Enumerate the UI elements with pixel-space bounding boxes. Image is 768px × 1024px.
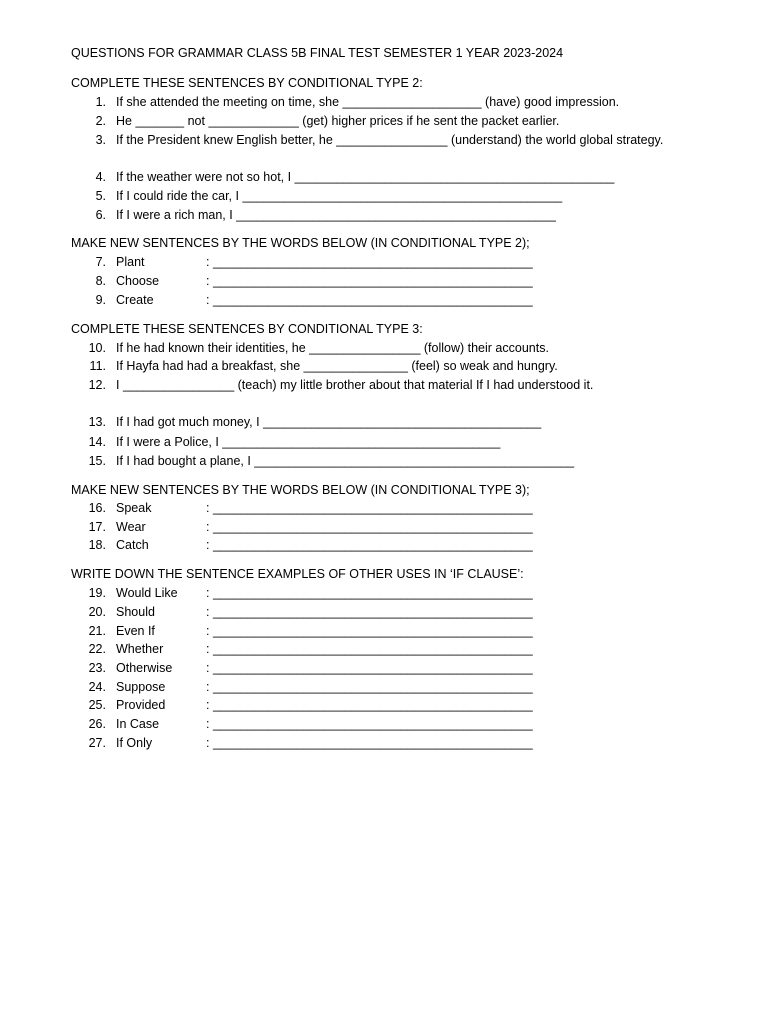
answer-line: : ______________________________________________ bbox=[206, 520, 533, 534]
keyword: Catch bbox=[116, 538, 149, 552]
question-item bbox=[71, 640, 533, 658]
section-heading-conditional-type-2: COMPLETE THESE SENTENCES BY CONDITIONAL TYPE 2: bbox=[71, 76, 423, 90]
question-number: 20. bbox=[88, 605, 106, 619]
question-number: 10. bbox=[88, 341, 106, 355]
keyword: Plant bbox=[116, 255, 145, 269]
question-item bbox=[71, 622, 533, 640]
question-text: If I had bought a plane, I ______________________________________________ bbox=[116, 454, 575, 468]
question-item bbox=[71, 131, 664, 149]
question-number: 5. bbox=[95, 189, 106, 203]
question-item bbox=[71, 187, 563, 205]
answer-line: : ______________________________________________ bbox=[206, 274, 533, 288]
question-number: 17. bbox=[88, 520, 106, 534]
question-number: 15. bbox=[88, 454, 106, 468]
question-number: 4. bbox=[95, 170, 106, 184]
question-item bbox=[71, 536, 533, 554]
question-number: 13. bbox=[88, 415, 106, 429]
keyword: Wear bbox=[116, 520, 146, 534]
section-heading-new-sentences-type-2: MAKE NEW SENTENCES BY THE WORDS BELOW (IN CONDITIONAL TYPE 2); bbox=[71, 236, 530, 250]
section-heading-new-sentences-type-3: MAKE NEW SENTENCES BY THE WORDS BELOW (IN CONDITIONAL TYPE 3); bbox=[71, 483, 530, 497]
question-item bbox=[71, 206, 556, 224]
question-item bbox=[71, 603, 533, 621]
question-item bbox=[71, 413, 542, 431]
question-number: 2. bbox=[95, 114, 106, 128]
keyword: If Only bbox=[116, 736, 153, 750]
question-number: 16. bbox=[88, 501, 106, 515]
answer-line: : ______________________________________________ bbox=[206, 538, 533, 552]
answer-line: : ______________________________________________ bbox=[206, 501, 533, 515]
question-number: 14. bbox=[88, 435, 106, 449]
question-number: 9. bbox=[95, 293, 106, 307]
question-item bbox=[71, 272, 533, 290]
question-text: If I were a rich man, I ______________________________________________ bbox=[116, 208, 556, 222]
question-text: If he had known their identities, he ________________ (follow) their accounts. bbox=[116, 341, 549, 355]
question-number: 22. bbox=[88, 642, 106, 656]
answer-line: : ______________________________________________ bbox=[206, 642, 533, 656]
keyword: Choose bbox=[116, 274, 160, 288]
question-number: 27. bbox=[88, 736, 106, 750]
answer-line: : ______________________________________________ bbox=[206, 717, 533, 731]
question-text: If I had got much money, I ________________________________________ bbox=[116, 415, 542, 429]
question-item bbox=[71, 339, 549, 357]
question-item bbox=[71, 452, 575, 470]
question-item bbox=[71, 734, 533, 752]
question-number: 6. bbox=[95, 208, 106, 222]
question-number: 12. bbox=[88, 378, 106, 392]
question-number: 7. bbox=[95, 255, 106, 269]
question-number: 23. bbox=[88, 661, 106, 675]
question-number: 26. bbox=[88, 717, 106, 731]
section-heading-if-clause-uses: WRITE DOWN THE SENTENCE EXAMPLES OF OTHER USES IN ‘IF CLAUSE’: bbox=[71, 567, 524, 581]
question-item bbox=[71, 376, 594, 394]
answer-line: : ______________________________________________ bbox=[206, 661, 533, 675]
answer-line: : ______________________________________________ bbox=[206, 586, 533, 600]
question-text: If the President knew English better, he ________________ (understand) the world global strategy. bbox=[116, 133, 664, 147]
question-number: 1. bbox=[95, 95, 106, 109]
question-item bbox=[71, 291, 533, 309]
keyword: Should bbox=[116, 605, 155, 619]
answer-line: : ______________________________________________ bbox=[206, 624, 533, 638]
question-text: He _______ not _____________ (get) higher prices if he sent the packet earlier. bbox=[116, 114, 560, 128]
answer-line: : ______________________________________________ bbox=[206, 605, 533, 619]
keyword: In Case bbox=[116, 717, 160, 731]
question-text: If I were a Police, I ________________________________________ bbox=[116, 435, 501, 449]
question-text: If I could ride the car, I ______________________________________________ bbox=[116, 189, 563, 203]
question-item bbox=[71, 93, 620, 111]
question-item bbox=[71, 112, 560, 130]
section-heading-conditional-type-3: COMPLETE THESE SENTENCES BY CONDITIONAL TYPE 3: bbox=[71, 322, 423, 336]
question-item bbox=[71, 715, 533, 733]
keyword: Speak bbox=[116, 501, 152, 515]
question-number: 24. bbox=[88, 680, 106, 694]
question-text: If the weather were not so hot, I ______________________________________________ bbox=[116, 170, 615, 184]
question-number: 19. bbox=[88, 586, 106, 600]
answer-line: : ______________________________________________ bbox=[206, 698, 533, 712]
question-item bbox=[71, 696, 533, 714]
question-item bbox=[71, 499, 533, 517]
keyword: Otherwise bbox=[116, 661, 173, 675]
answer-line: : ______________________________________________ bbox=[206, 293, 533, 307]
keyword: Create bbox=[116, 293, 154, 307]
question-text: I ________________ (teach) my little brother about that material If I had understood it. bbox=[116, 378, 594, 392]
question-item bbox=[71, 357, 558, 375]
answer-line: : ______________________________________________ bbox=[206, 255, 533, 269]
question-number: 25. bbox=[88, 698, 106, 712]
keyword: Whether bbox=[116, 642, 164, 656]
page-title: QUESTIONS FOR GRAMMAR CLASS 5B FINAL TEST SEMESTER 1 YEAR 2023-2024 bbox=[71, 46, 564, 60]
keyword: Provided bbox=[116, 698, 166, 712]
question-number: 8. bbox=[95, 274, 106, 288]
question-text: If Hayfa had had a breakfast, she _______________ (feel) so weak and hungry. bbox=[116, 359, 558, 373]
keyword: Suppose bbox=[116, 680, 166, 694]
keyword: Even If bbox=[116, 624, 155, 638]
keyword: Would Like bbox=[116, 586, 178, 600]
question-item bbox=[71, 253, 533, 271]
question-number: 11. bbox=[89, 359, 106, 373]
question-item bbox=[71, 168, 615, 186]
question-item bbox=[71, 584, 533, 602]
answer-line: : ______________________________________________ bbox=[206, 680, 533, 694]
answer-line: : ______________________________________________ bbox=[206, 736, 533, 750]
question-item bbox=[71, 678, 533, 696]
question-item bbox=[71, 433, 501, 451]
question-text: If she attended the meeting on time, she ____________________ (have) good impression. bbox=[116, 95, 620, 109]
question-item bbox=[71, 518, 533, 536]
question-number: 21. bbox=[88, 624, 106, 638]
question-number: 3. bbox=[95, 133, 106, 147]
question-item bbox=[71, 659, 533, 677]
question-number: 18. bbox=[88, 538, 106, 552]
